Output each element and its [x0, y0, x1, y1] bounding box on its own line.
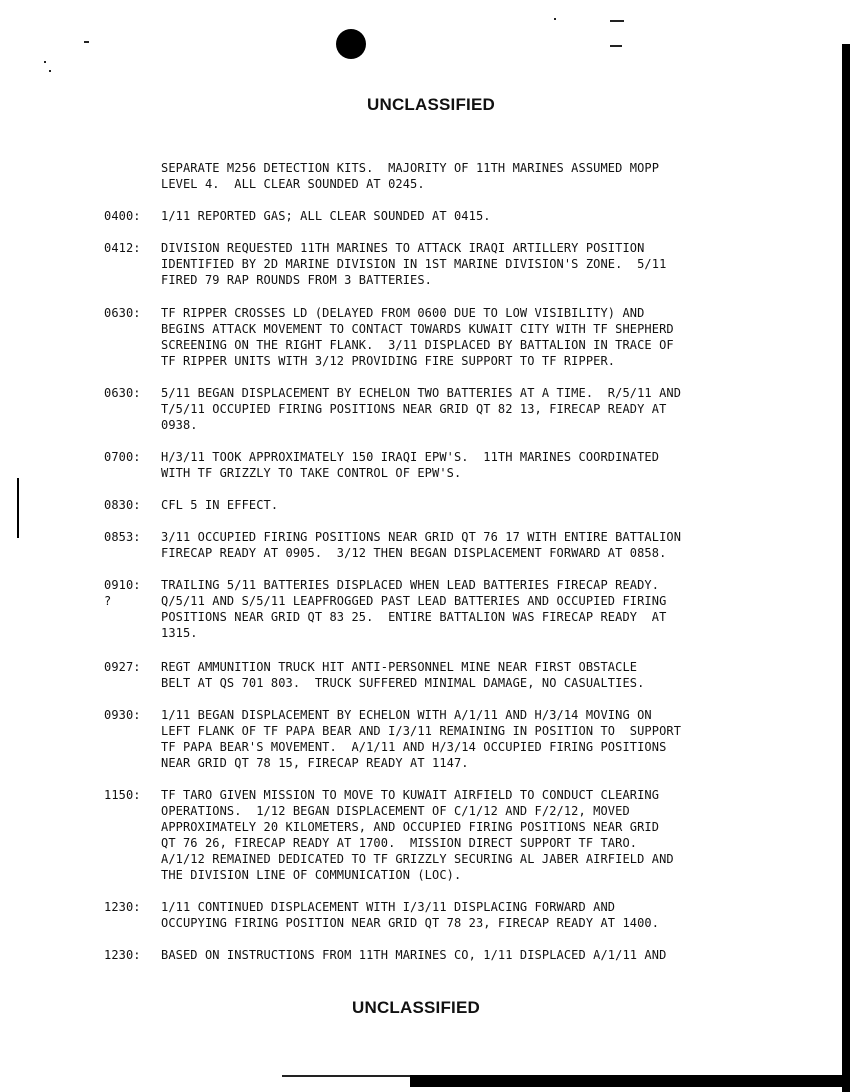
entry-line: BASED ON INSTRUCTIONS FROM 11TH MARINES CO, 1/11 DISPLACED A/1/11 AND: [161, 948, 667, 962]
scan-speck: [49, 70, 51, 72]
entry-line: TRAILING 5/11 BATTERIES DISPLACED WHEN LEAD BATTERIES FIRECAP READY.: [161, 578, 660, 592]
entry-line: POSITIONS NEAR GRID QT 83 25. ENTIRE BATTALION WAS FIRECAP READY AT: [161, 610, 667, 624]
entry-time: 0927:: [104, 660, 141, 674]
scan-edge-shadow: [842, 44, 850, 1092]
entry-time: 0853:: [104, 530, 141, 544]
entry-text: [161, 947, 801, 963]
entry-text: [161, 899, 801, 931]
entry-line: CFL 5 IN EFFECT.: [161, 498, 279, 512]
entry-line: QT 76 26, FIRECAP READY AT 1700. MISSION DIRECT SUPPORT TF TARO.: [161, 836, 638, 850]
entry-line: 5/11 BEGAN DISPLACEMENT BY ECHELON TWO BATTERIES AT A TIME. R/5/11 AND: [161, 386, 682, 400]
scan-speck: [84, 41, 89, 43]
classification-footer: UNCLASSIFIED: [351, 998, 481, 1017]
scan-edge-line: [282, 1075, 410, 1077]
entry-line: OPERATIONS. 1/12 BEGAN DISPLACEMENT OF C/1/12 AND F/2/12, MOVED: [161, 804, 630, 818]
entry-line: TF TARO GIVEN MISSION TO MOVE TO KUWAIT AIRFIELD TO CONDUCT CLEARING: [161, 788, 660, 802]
entry-line: TF RIPPER CROSSES LD (DELAYED FROM 0600 DUE TO LOW VISIBILITY) AND: [161, 306, 645, 320]
entry-text: [161, 305, 801, 369]
entry-line: TF PAPA BEAR'S MOVEMENT. A/1/11 AND H/3/14 OCCUPIED FIRING POSITIONS: [161, 740, 667, 754]
entry-line: BELT AT QS 701 803. TRUCK SUFFERED MINIMAL DAMAGE, NO CASUALTIES.: [161, 676, 645, 690]
entry-line: Q/5/11 AND S/5/11 LEAPFROGGED PAST LEAD BATTERIES AND OCCUPIED FIRING: [161, 594, 667, 608]
entry-line: SCREENING ON THE RIGHT FLANK. 3/11 DISPLACED BY BATTALION IN TRACE OF: [161, 338, 674, 352]
entry-time: 0830:: [104, 498, 141, 512]
entry-line: BEGINS ATTACK MOVEMENT TO CONTACT TOWARDS KUWAIT CITY WITH TF SHEPHERD: [161, 322, 674, 336]
entry-line: H/3/11 TOOK APPROXIMATELY 150 IRAQI EPW'S. 11TH MARINES COORDINATED: [161, 450, 660, 464]
entry-text: [161, 497, 801, 513]
entry-text: [161, 240, 801, 288]
entry-line: WITH TF GRIZZLY TO TAKE CONTROL OF EPW'S.: [161, 466, 462, 480]
scan-speck: [44, 61, 46, 63]
entry-line: 0938.: [161, 418, 198, 432]
entry-time: 1230:: [104, 900, 141, 914]
entry-time: 0910: ?: [104, 578, 141, 608]
scan-speck: [554, 18, 556, 20]
margin-mark: [17, 478, 19, 538]
entry-time: 0412:: [104, 241, 141, 255]
entry-line: REGT AMMUNITION TRUCK HIT ANTI-PERSONNEL MINE NEAR FIRST OBSTACLE: [161, 660, 638, 674]
entry-time: 0630:: [104, 386, 141, 400]
entry-line: IDENTIFIED BY 2D MARINE DIVISION IN 1ST MARINE DIVISION'S ZONE. 5/11: [161, 257, 667, 271]
entry-time: 0400:: [104, 209, 141, 223]
entry-line: 3/11 OCCUPIED FIRING POSITIONS NEAR GRID QT 76 17 WITH ENTIRE BATTALION: [161, 530, 682, 544]
entry-text: [161, 208, 801, 224]
entry-line: THE DIVISION LINE OF COMMUNICATION (LOC).: [161, 868, 462, 882]
entry-line: APPROXIMATELY 20 KILOMETERS, AND OCCUPIED FIRING POSITIONS NEAR GRID: [161, 820, 660, 834]
entry-text: [161, 385, 801, 433]
entry-text: [161, 659, 801, 691]
entry-time: 0630:: [104, 306, 141, 320]
entry-line: OCCUPYING FIRING POSITION NEAR GRID QT 78 23, FIRECAP READY AT 1400.: [161, 916, 660, 930]
entry-line: DIVISION REQUESTED 11TH MARINES TO ATTACK IRAQI ARTILLERY POSITION: [161, 241, 645, 255]
entry-time: 0700:: [104, 450, 141, 464]
entry-text: [161, 787, 801, 883]
entry-line: LEFT FLANK OF TF PAPA BEAR AND I/3/11 REMAINING IN POSITION TO SUPPORT: [161, 724, 682, 738]
entry-line: A/1/12 REMAINED DEDICATED TO TF GRIZZLY SECURING AL JABER AIRFIELD AND: [161, 852, 674, 866]
entry-line: T/5/11 OCCUPIED FIRING POSITIONS NEAR GRID QT 82 13, FIRECAP READY AT: [161, 402, 667, 416]
entry-line: 1/11 REPORTED GAS; ALL CLEAR SOUNDED AT 0415.: [161, 209, 491, 223]
scan-speck: [610, 20, 624, 22]
entry-time: 1230:: [104, 948, 141, 962]
entry-line: LEVEL 4. ALL CLEAR SOUNDED AT 0245.: [161, 177, 425, 191]
entry-line: NEAR GRID QT 78 15, FIRECAP READY AT 1147.: [161, 756, 469, 770]
entry-line: SEPARATE M256 DETECTION KITS. MAJORITY OF 11TH MARINES ASSUMED MOPP: [161, 161, 660, 175]
entry-time: 0930:: [104, 708, 141, 722]
entry-time: 1150:: [104, 788, 141, 802]
classification-header: UNCLASSIFIED: [366, 95, 496, 114]
entry-line: 1315.: [161, 626, 198, 640]
entry-line: 1/11 CONTINUED DISPLACEMENT WITH I/3/11 DISPLACING FORWARD AND: [161, 900, 616, 914]
entry-text: [161, 577, 801, 641]
entry-line: FIRECAP READY AT 0905. 3/12 THEN BEGAN DISPLACEMENT FORWARD AT 0858.: [161, 546, 667, 560]
scan-speck: [610, 45, 622, 47]
entry-text: [161, 707, 801, 771]
scan-edge-bar: [410, 1075, 842, 1087]
entry-text: [161, 529, 801, 561]
punch-hole-mark: [336, 29, 366, 59]
entry-text: [161, 449, 801, 481]
entry-line: TF RIPPER UNITS WITH 3/12 PROVIDING FIRE SUPPORT TO TF RIPPER.: [161, 354, 616, 368]
entry-line: 1/11 BEGAN DISPLACEMENT BY ECHELON WITH A/1/11 AND H/3/14 MOVING ON: [161, 708, 652, 722]
entry-line: FIRED 79 RAP ROUNDS FROM 3 BATTERIES.: [161, 273, 433, 287]
entry-text: [161, 160, 801, 192]
